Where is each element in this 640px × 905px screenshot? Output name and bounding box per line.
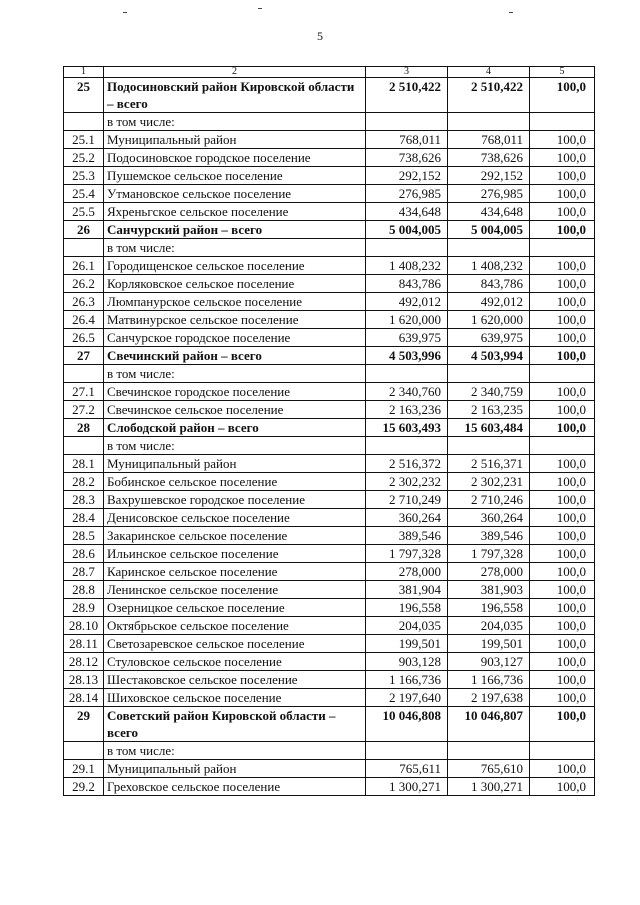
row-number: 27 [64, 347, 104, 365]
planned-amount: 10 046,808 [366, 707, 448, 742]
row-name: в том числе: [104, 437, 366, 455]
row-name: Яхреньгское сельское поселение [104, 203, 366, 221]
actual-amount: 292,152 [448, 167, 530, 185]
row-name: Греховское сельское поселение [104, 778, 366, 796]
row-name: Муниципальный район [104, 760, 366, 778]
row-name: Подосиновский район Кировской области – всего [104, 78, 366, 113]
page-number: 5 [317, 29, 323, 43]
row-number: 25.5 [64, 203, 104, 221]
row-name: Денисовское сельское поселение [104, 509, 366, 527]
planned-amount: 903,128 [366, 653, 448, 671]
row-number: 27.1 [64, 383, 104, 401]
table-row [64, 653, 595, 671]
percent-executed: 100,0 [530, 509, 595, 527]
row-name: Утмановское сельское поселение [104, 185, 366, 203]
table-row [64, 760, 595, 778]
district-total-row [64, 707, 595, 742]
percent-executed: 100,0 [530, 545, 595, 563]
table-row [64, 635, 595, 653]
row-number: 28.13 [64, 671, 104, 689]
table-row [64, 239, 595, 257]
district-total-row [64, 78, 595, 113]
percent-executed: 100,0 [530, 635, 595, 653]
table-row [64, 527, 595, 545]
actual-amount: 639,975 [448, 329, 530, 347]
planned-amount [366, 742, 448, 760]
table-row [64, 131, 595, 149]
row-number [64, 113, 104, 131]
row-name: Люмпанурское сельское поселение [104, 293, 366, 311]
row-name: в том числе: [104, 113, 366, 131]
actual-amount: 765,610 [448, 760, 530, 778]
table-row [64, 293, 595, 311]
actual-amount: 843,786 [448, 275, 530, 293]
row-name: Светозаревское сельское поселение [104, 635, 366, 653]
actual-amount: 1 300,271 [448, 778, 530, 796]
actual-amount [448, 113, 530, 131]
percent-executed: 100,0 [530, 78, 595, 113]
table-row [64, 275, 595, 293]
row-name: Слободской район – всего [104, 419, 366, 437]
row-name: Ильинское сельское поселение [104, 545, 366, 563]
actual-amount: 381,903 [448, 581, 530, 599]
planned-amount: 196,558 [366, 599, 448, 617]
row-name: Закаринское сельское поселение [104, 527, 366, 545]
actual-amount: 2 710,246 [448, 491, 530, 509]
percent-executed: 100,0 [530, 419, 595, 437]
planned-amount: 2 510,422 [366, 78, 448, 113]
planned-amount: 2 516,372 [366, 455, 448, 473]
percent-executed: 100,0 [530, 491, 595, 509]
percent-executed: 100,0 [530, 167, 595, 185]
planned-amount: 1 797,328 [366, 545, 448, 563]
budget-table [63, 66, 595, 796]
row-number: 28.9 [64, 599, 104, 617]
percent-executed: 100,0 [530, 383, 595, 401]
percent-executed: 100,0 [530, 203, 595, 221]
percent-executed: 100,0 [530, 401, 595, 419]
percent-executed: 100,0 [530, 311, 595, 329]
actual-amount: 360,264 [448, 509, 530, 527]
row-number [64, 365, 104, 383]
row-number: 29 [64, 707, 104, 742]
percent-executed: 100,0 [530, 599, 595, 617]
table-row [64, 383, 595, 401]
percent-executed: 100,0 [530, 473, 595, 491]
table-row [64, 581, 595, 599]
row-number: 28.4 [64, 509, 104, 527]
percent-executed: 100,0 [530, 778, 595, 796]
row-number: 26.1 [64, 257, 104, 275]
planned-amount: 843,786 [366, 275, 448, 293]
planned-amount: 738,626 [366, 149, 448, 167]
percent-executed: 100,0 [530, 185, 595, 203]
actual-amount [448, 239, 530, 257]
percent-executed: 100,0 [530, 293, 595, 311]
scan-speck [123, 12, 127, 13]
planned-amount: 1 166,736 [366, 671, 448, 689]
row-number: 25.3 [64, 167, 104, 185]
table-row [64, 545, 595, 563]
actual-amount: 204,035 [448, 617, 530, 635]
planned-amount: 765,611 [366, 760, 448, 778]
planned-amount: 2 340,760 [366, 383, 448, 401]
table-row [64, 203, 595, 221]
table-row [64, 149, 595, 167]
row-number: 28.8 [64, 581, 104, 599]
row-name: Муниципальный район [104, 131, 366, 149]
actual-amount: 768,011 [448, 131, 530, 149]
actual-amount: 738,626 [448, 149, 530, 167]
planned-amount: 15 603,493 [366, 419, 448, 437]
actual-amount: 276,985 [448, 185, 530, 203]
table-row [64, 778, 595, 796]
planned-amount: 768,011 [366, 131, 448, 149]
row-number: 28.6 [64, 545, 104, 563]
column-number-row [64, 67, 595, 78]
row-name: Ленинское сельское поселение [104, 581, 366, 599]
row-name: Пушемское сельское поселение [104, 167, 366, 185]
percent-executed [530, 113, 595, 131]
table-row [64, 742, 595, 760]
planned-amount: 389,546 [366, 527, 448, 545]
row-number: 28.2 [64, 473, 104, 491]
row-number [64, 239, 104, 257]
actual-amount: 2 340,759 [448, 383, 530, 401]
actual-amount: 196,558 [448, 599, 530, 617]
planned-amount: 639,975 [366, 329, 448, 347]
planned-amount: 5 004,005 [366, 221, 448, 239]
table-row [64, 365, 595, 383]
row-name: Свечинское сельское поселение [104, 401, 366, 419]
planned-amount [366, 437, 448, 455]
row-name: Санчурский район – всего [104, 221, 366, 239]
row-number: 25.2 [64, 149, 104, 167]
percent-executed: 100,0 [530, 581, 595, 599]
planned-amount: 4 503,996 [366, 347, 448, 365]
row-number: 26.5 [64, 329, 104, 347]
planned-amount: 434,648 [366, 203, 448, 221]
actual-amount: 2 510,422 [448, 78, 530, 113]
row-name: Подосиновское городское поселение [104, 149, 366, 167]
row-number [64, 742, 104, 760]
row-number: 28.11 [64, 635, 104, 653]
table-row [64, 689, 595, 707]
planned-amount [366, 239, 448, 257]
row-name: в том числе: [104, 365, 366, 383]
row-name: Шиховское сельское поселение [104, 689, 366, 707]
actual-amount: 2 516,371 [448, 455, 530, 473]
row-name: Вахрушевское городское поселение [104, 491, 366, 509]
row-number: 26 [64, 221, 104, 239]
row-number: 28.5 [64, 527, 104, 545]
planned-amount: 381,904 [366, 581, 448, 599]
column-number: 3 [366, 67, 448, 78]
percent-executed: 100,0 [530, 653, 595, 671]
row-name: Советский район Кировской области – всего [104, 707, 366, 742]
percent-executed: 100,0 [530, 149, 595, 167]
row-name: Свечинский район – всего [104, 347, 366, 365]
row-name: в том числе: [104, 239, 366, 257]
percent-executed: 100,0 [530, 329, 595, 347]
table-row [64, 473, 595, 491]
row-number: 26.3 [64, 293, 104, 311]
scan-speck [258, 8, 262, 9]
row-name: Санчурское городское поселение [104, 329, 366, 347]
percent-executed: 100,0 [530, 131, 595, 149]
row-number: 28.3 [64, 491, 104, 509]
percent-executed: 100,0 [530, 221, 595, 239]
planned-amount: 2 302,232 [366, 473, 448, 491]
column-number: 5 [530, 67, 595, 78]
actual-amount: 389,546 [448, 527, 530, 545]
actual-amount [448, 365, 530, 383]
row-number [64, 437, 104, 455]
percent-executed: 100,0 [530, 347, 595, 365]
row-number: 26.2 [64, 275, 104, 293]
table-row [64, 185, 595, 203]
percent-executed: 100,0 [530, 563, 595, 581]
row-name: Матвинурское сельское поселение [104, 311, 366, 329]
row-number: 26.4 [64, 311, 104, 329]
table-row [64, 509, 595, 527]
planned-amount: 276,985 [366, 185, 448, 203]
row-name: Свечинское городское поселение [104, 383, 366, 401]
planned-amount: 278,000 [366, 563, 448, 581]
actual-amount: 492,012 [448, 293, 530, 311]
percent-executed: 100,0 [530, 617, 595, 635]
actual-amount: 2 163,235 [448, 401, 530, 419]
row-number: 28 [64, 419, 104, 437]
planned-amount: 292,152 [366, 167, 448, 185]
row-name: Озерницкое сельское поселение [104, 599, 366, 617]
row-name: Октябрьское сельское поселение [104, 617, 366, 635]
row-number: 25 [64, 78, 104, 113]
percent-executed: 100,0 [530, 455, 595, 473]
table-row [64, 113, 595, 131]
planned-amount: 360,264 [366, 509, 448, 527]
actual-amount: 199,501 [448, 635, 530, 653]
actual-amount: 1 166,736 [448, 671, 530, 689]
row-number: 25.4 [64, 185, 104, 203]
row-number: 28.7 [64, 563, 104, 581]
actual-amount: 15 603,484 [448, 419, 530, 437]
actual-amount [448, 742, 530, 760]
actual-amount: 10 046,807 [448, 707, 530, 742]
table-row [64, 311, 595, 329]
row-name: Бобинское сельское поселение [104, 473, 366, 491]
row-number: 28.14 [64, 689, 104, 707]
table-row [64, 329, 595, 347]
planned-amount: 2 163,236 [366, 401, 448, 419]
table-row [64, 599, 595, 617]
row-number: 29.1 [64, 760, 104, 778]
district-total-row [64, 221, 595, 239]
actual-amount: 5 004,005 [448, 221, 530, 239]
district-total-row [64, 347, 595, 365]
row-number: 27.2 [64, 401, 104, 419]
actual-amount: 278,000 [448, 563, 530, 581]
percent-executed [530, 365, 595, 383]
row-name: Шестаковское сельское поселение [104, 671, 366, 689]
row-name: Корляковское сельское поселение [104, 275, 366, 293]
row-name: Стуловское сельское поселение [104, 653, 366, 671]
district-total-row [64, 419, 595, 437]
row-number: 28.10 [64, 617, 104, 635]
actual-amount [448, 437, 530, 455]
planned-amount: 2 197,640 [366, 689, 448, 707]
row-name: Муниципальный район [104, 455, 366, 473]
column-number: 1 [64, 67, 104, 78]
table-row [64, 455, 595, 473]
actual-amount: 903,127 [448, 653, 530, 671]
table-row [64, 671, 595, 689]
column-number: 2 [104, 67, 366, 78]
row-number: 28.1 [64, 455, 104, 473]
planned-amount: 1 300,271 [366, 778, 448, 796]
table-row [64, 563, 595, 581]
planned-amount: 492,012 [366, 293, 448, 311]
actual-amount: 1 408,232 [448, 257, 530, 275]
planned-amount: 199,501 [366, 635, 448, 653]
row-number: 25.1 [64, 131, 104, 149]
percent-executed [530, 437, 595, 455]
percent-executed: 100,0 [530, 760, 595, 778]
table-row [64, 617, 595, 635]
table-row [64, 167, 595, 185]
planned-amount: 1 408,232 [366, 257, 448, 275]
planned-amount: 1 620,000 [366, 311, 448, 329]
percent-executed: 100,0 [530, 527, 595, 545]
percent-executed: 100,0 [530, 689, 595, 707]
row-number: 29.2 [64, 778, 104, 796]
table-row [64, 257, 595, 275]
actual-amount: 434,648 [448, 203, 530, 221]
planned-amount [366, 113, 448, 131]
percent-executed: 100,0 [530, 257, 595, 275]
percent-executed [530, 239, 595, 257]
actual-amount: 2 197,638 [448, 689, 530, 707]
table-row [64, 491, 595, 509]
percent-executed: 100,0 [530, 671, 595, 689]
percent-executed [530, 742, 595, 760]
table-row [64, 401, 595, 419]
scan-speck [509, 12, 513, 13]
row-name: в том числе: [104, 742, 366, 760]
row-number: 28.12 [64, 653, 104, 671]
table-row [64, 437, 595, 455]
row-name: Каринское сельское поселение [104, 563, 366, 581]
planned-amount [366, 365, 448, 383]
percent-executed: 100,0 [530, 275, 595, 293]
planned-amount: 204,035 [366, 617, 448, 635]
actual-amount: 1 620,000 [448, 311, 530, 329]
actual-amount: 2 302,231 [448, 473, 530, 491]
percent-executed: 100,0 [530, 707, 595, 742]
planned-amount: 2 710,249 [366, 491, 448, 509]
actual-amount: 1 797,328 [448, 545, 530, 563]
actual-amount: 4 503,994 [448, 347, 530, 365]
row-name: Городищенское сельское поселение [104, 257, 366, 275]
column-number: 4 [448, 67, 530, 78]
